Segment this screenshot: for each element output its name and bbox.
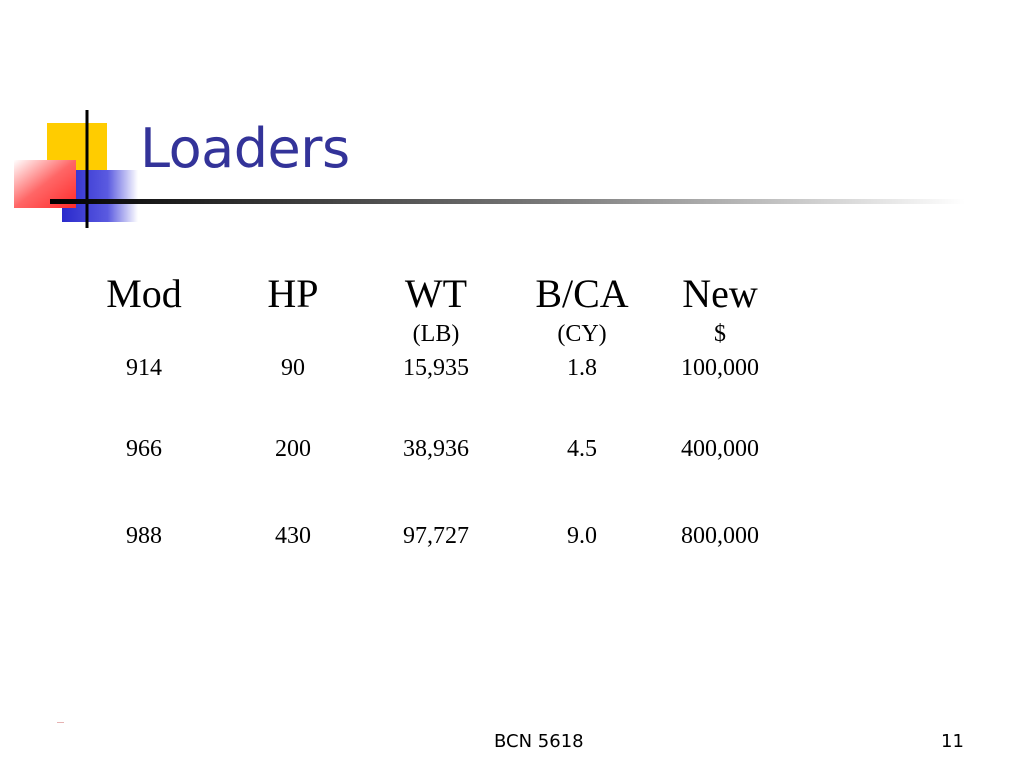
table-cell: 4.5: [567, 436, 597, 462]
table-cell: 38,936: [403, 436, 469, 462]
table-cell: 15,935: [403, 355, 469, 381]
header-wt: WT: [404, 271, 468, 316]
header-bca: B/CA: [535, 271, 629, 316]
table-cell: 430: [275, 523, 311, 549]
table-cell: 400,000: [681, 436, 759, 462]
subheader-wt: (LB): [412, 321, 460, 347]
page-number: 11: [941, 731, 964, 752]
footer-mark: [57, 722, 64, 723]
table-cell: 966: [126, 436, 162, 462]
header-new: New: [682, 271, 758, 316]
slide-title: Loaders: [140, 117, 350, 180]
table-cell: 914: [126, 355, 162, 381]
table-cell: 800,000: [681, 523, 759, 549]
table-cell: 1.8: [567, 355, 597, 381]
table-cell: 90: [281, 355, 305, 381]
footer-course: BCN 5618: [494, 731, 584, 752]
table-cell: 200: [275, 436, 311, 462]
header-hp: HP: [267, 271, 319, 316]
table-cell: 97,727: [403, 523, 469, 549]
table-cell: 988: [126, 523, 162, 549]
subheader-bca: (CY): [557, 321, 607, 347]
subheader-new: $: [714, 321, 726, 347]
table-cell: 100,000: [681, 355, 759, 381]
title-underline: [50, 199, 965, 204]
table-cell: 9.0: [567, 523, 597, 549]
header-mod: Mod: [106, 271, 182, 316]
